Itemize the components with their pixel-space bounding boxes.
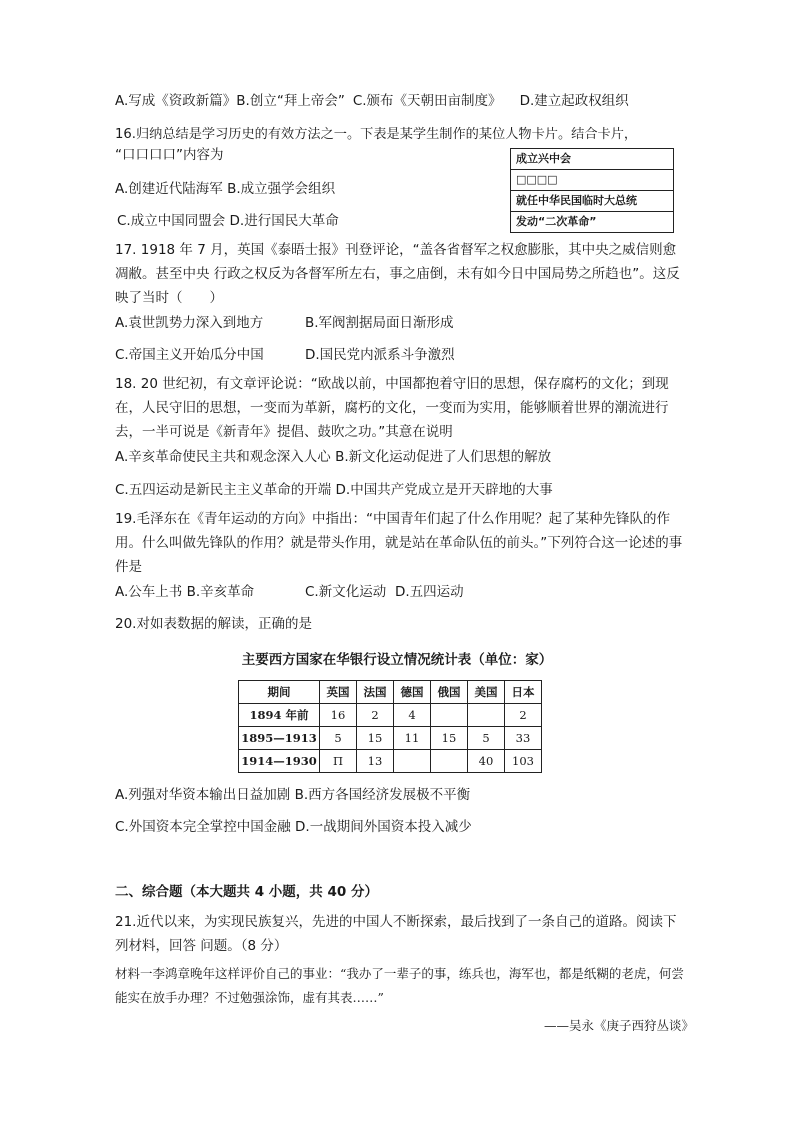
table-cell: 5 (468, 727, 505, 750)
header-russia: 俄国 (431, 681, 468, 704)
table-cell: 1894 年前 (239, 704, 320, 727)
q19-stem (115, 507, 687, 579)
q17-stem (115, 238, 687, 310)
table-cell: 1914—1930 (239, 750, 320, 773)
q19-options (115, 583, 464, 601)
section-title: 二、综合题（本大题共 4 小题，共 40 分） (115, 884, 378, 900)
header-france: 法国 (357, 681, 394, 704)
q17-stem-text: 17. 1918 年 7 月，英国《泰晤士报》刊登评论，“盖各省督军之权愈膨胀，其中央之威信则愈凋敝。甚至中央 行政之权反为各督军所左右，事之庙倒，未有如今日中国局势之所趋也”。这反映了当时（ ） (115, 242, 680, 306)
card-row: 成立兴中会 (511, 149, 673, 170)
table-cell: 103 (505, 750, 542, 773)
table-cell (431, 704, 468, 727)
q16-options-line1: A.创建近代陆海军 B.成立强学会组织 (115, 181, 336, 197)
table-cell: 11 (394, 727, 431, 750)
table-cell: 33 (505, 727, 542, 750)
table-cell: 13 (357, 750, 394, 773)
q19-option-ab: A.公车上书 B.辛亥革命 (115, 584, 255, 600)
card-row: 发动“二次革命” (516, 215, 597, 228)
q16-options-line2: C.成立中国同盟会 D.进行国民大革命 (117, 213, 339, 229)
q15-option-d: D.建立起政权组织 (519, 93, 629, 109)
table-title: 主要西方国家在华银行设立情况统计表（单位：家） (241, 652, 553, 668)
q21-source: ——吴永《庚子西狩丛谈》 (543, 1018, 694, 1033)
bank-statistics-table (238, 680, 542, 773)
q17-option-c: C.帝国主义开始瓜分中国 (115, 347, 264, 363)
q18-stem (115, 372, 687, 444)
table-cell: 16 (320, 704, 357, 727)
q21-material: 材料一李鸿章晚年这样评价自己的事业：“我办了一辈子的事，练兵也，海军也，都是纸糊的老虎，何尝能实在放手办理？不过勉强涂饰，虚有其表……” (115, 966, 684, 1005)
table-row (239, 727, 542, 750)
q17-options-line2 (115, 346, 455, 364)
q17-options-line1 (115, 314, 454, 332)
table-header-row (239, 681, 542, 704)
table-cell: 2 (357, 704, 394, 727)
table-cell: 1895—1913 (239, 727, 320, 750)
table-cell: 2 (505, 704, 542, 727)
q16-stem-line1: 16.归纳总结是学习历史的有效方法之一。下表是某学生制作的某位人物卡片。结合卡片， (115, 127, 638, 142)
q15-option-b: B.创立“拜上帝会” (236, 93, 345, 109)
q17-option-d: D.国民党内派系斗争激烈 (305, 347, 455, 363)
q21-stem (115, 910, 687, 958)
q18-options-line2: C.五四运动是新民主主义革命的开端 D.中国共产党成立是开天辟地的大事 (115, 482, 553, 498)
q20-options-line1: A.列强对华资本输出日益加剧 B.西方各国经济发展极不平衡 (115, 787, 471, 803)
table-cell: 4 (394, 704, 431, 727)
card-row: □□□□ (511, 170, 673, 191)
person-card (510, 148, 674, 233)
q20-stem: 20.对如表数据的解读，正确的是 (115, 616, 312, 632)
header-period: 期间 (239, 681, 320, 704)
q15-option-a: A.写成《资政新篇》 (115, 93, 237, 109)
table-cell: 15 (431, 727, 468, 750)
table-cell (394, 750, 431, 773)
q19-option-d: D.五四运动 (395, 584, 464, 600)
table-cell: 15 (357, 727, 394, 750)
table-cell (431, 750, 468, 773)
q19-option-c: C.新文化运动 (305, 584, 387, 600)
q17-option-b: B.军阀割据局面日渐形成 (305, 315, 454, 331)
card-row: 就任中华民国临时大总统 (511, 191, 673, 212)
header-germany: 德国 (394, 681, 431, 704)
q18-options-line1: A.辛亥革命使民主共和观念深入人心 B.新文化运动促进了人们思想的解放 (115, 449, 552, 465)
table-row (239, 750, 542, 773)
q21-stem-text: 21.近代以来，为实现民族复兴，先进的中国人不断探索，最后找到了一条自己的道路。阅读下列材料，回答 问题。（8 分） (115, 914, 677, 954)
table-row (239, 704, 542, 727)
header-japan: 日本 (505, 681, 542, 704)
header-usa: 美国 (468, 681, 505, 704)
q20-options-line2: C.外国资本完全掌控中国金融 D.一战期间外国资本投入减少 (115, 819, 472, 835)
table-cell: 40 (468, 750, 505, 773)
table-cell (468, 704, 505, 727)
q15-option-c: C.颁布《天朝田亩制度》 (352, 93, 502, 109)
table-cell: П (320, 750, 357, 773)
q15-options (115, 92, 629, 110)
header-uk: 英国 (320, 681, 357, 704)
q19-stem-text: 19.毛泽东在《青年运动的方向》中指出：“中国青年们起了什么作用呢？起了某种先锋队的作用。什么叫做先锋队的作用？就是带头作用，就是站在革命队伍的前头。”下列符合这一论述的事件是 (115, 511, 683, 575)
q18-stem-text: 18. 20 世纪初，有文章评论说：“欧战以前，中国都抱着守旧的思想，保存腐朽的文化；到现在，人民守旧的思想，一变而为革新，腐朽的文化，一变而为实用，能够顺着世界的潮流进行去，一半可说是《新青年》提倡、鼓吹之功。”其意在说明 (115, 376, 669, 440)
q17-option-a: A.袁世凯势力深入到地方 (115, 315, 264, 331)
q16-stem-line2: “口口口口”内容为 (115, 147, 224, 163)
table-cell: 5 (320, 727, 357, 750)
